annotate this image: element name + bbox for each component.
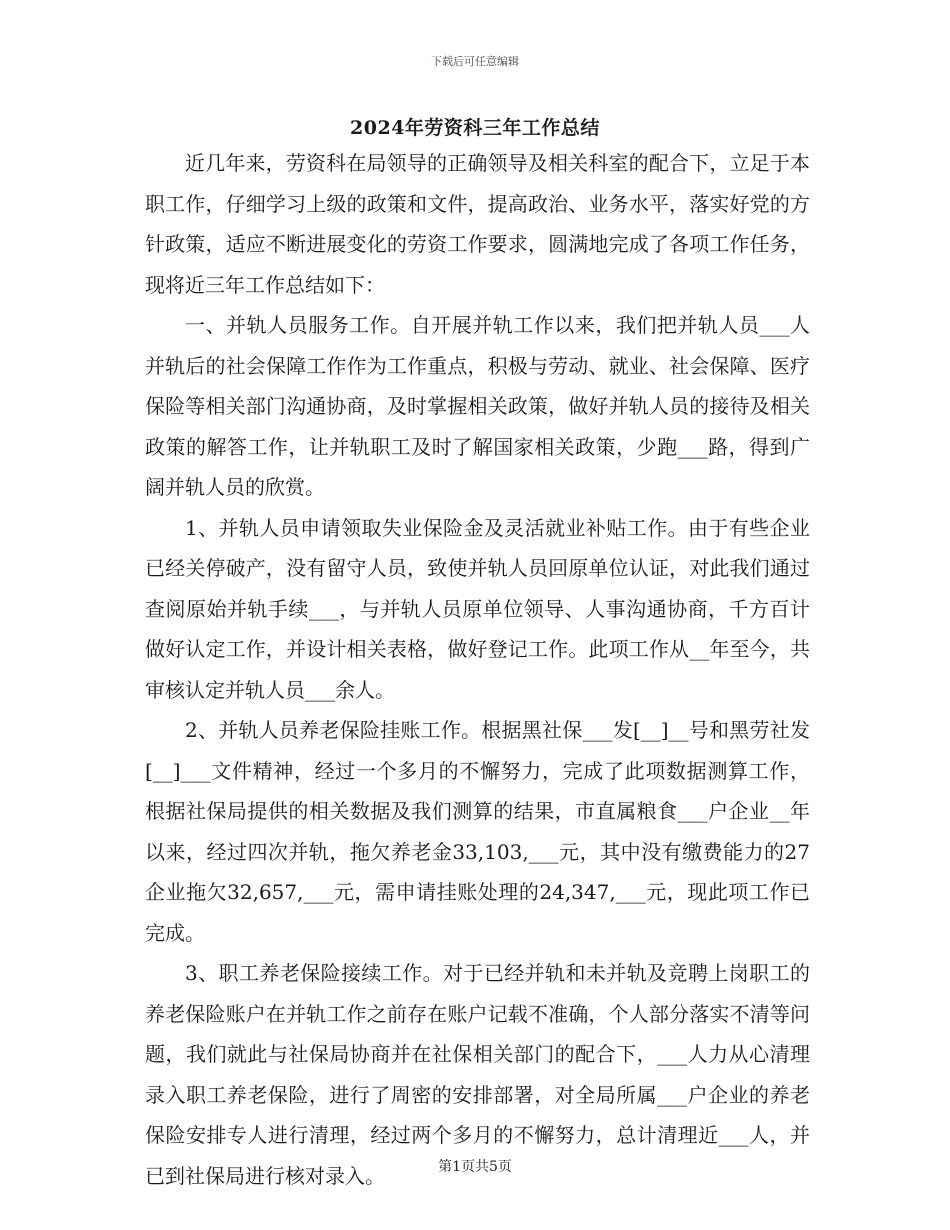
document-title: 2024年劳资科三年工作总结 [350, 117, 600, 139]
paragraph-item-2: 2、并轨人员养老保险挂账工作。根据黑社保___发[__]__号和黑劳社发[__]___文件精神，经过一个多月的不懈努力，完成了此项数据测算工作，根据社保局提供的相关数据及我们测算的结果，市直属粮食___户企业__年以来，经过四次并轨，拖欠养老金33,103,___元，其中没有缴费能力的27企业拖欠32,657,___元，需申请挂账处理的24,347,___元，现此项工作已完成。 [145, 718, 810, 945]
paragraph-section-1: 一、并轨人员服务工作。自开展并轨工作以来，我们把并轨人员___人并轨后的社会保障工作作为工作重点，积极与劳动、就业、社会保障、医疗保险等相关部门沟通协商，及时掌握相关政策，做好并轨人员的接待及相关政策的解答工作，让并轨职工及时了解国家相关政策，少跑___路，得到广阔并轨人员的欣赏。 [145, 313, 810, 499]
header-note: 下载后可任意编辑 [431, 55, 519, 68]
page-footer: 第1页共5页 [438, 1159, 512, 1175]
paragraph-item-1: 1、并轨人员申请领取失业保险金及灵活就业补贴工作。由于有些企业已经关停破产，没有留守人员，致使并轨人员回原单位认证，对此我们通过查阅原始并轨手续___，与并轨人员原单位领导、人事沟通协商，千方百计做好认定工作，并设计相关表格，做好登记工作。此项工作从__年至今，共审核认定并轨人员___余人。 [145, 515, 810, 702]
paragraph-item-3: 3、职工养老保险接续工作。对于已经并轨和未并轨及竞聘上岗职工的养老保险账户在并轨工作之前存在账户记载不准确，个人部分落实不清等问题，我们就此与社保局协商并在社保相关部门的配合下，___人力从心清理录入职工养老保险，进行了周密的安排部署，对全局所属___户企业的养老保险安排专人进行清理，经过两个多月的不懈努力，总计清理近___人，并已到社保局进行核对录入。 [145, 961, 810, 1188]
document-body [145, 143, 810, 1196]
paragraph-intro: 近几年来，劳资科在局领导的正确领导及相关科室的配合下，立足于本职工作，仔细学习上级的政策和文件，提高政治、业务水平，落实好党的方针政策，适应不断进展变化的劳资工作要求，圆满地完成了各项工作任务，现将近三年工作总结如下： [145, 151, 810, 297]
